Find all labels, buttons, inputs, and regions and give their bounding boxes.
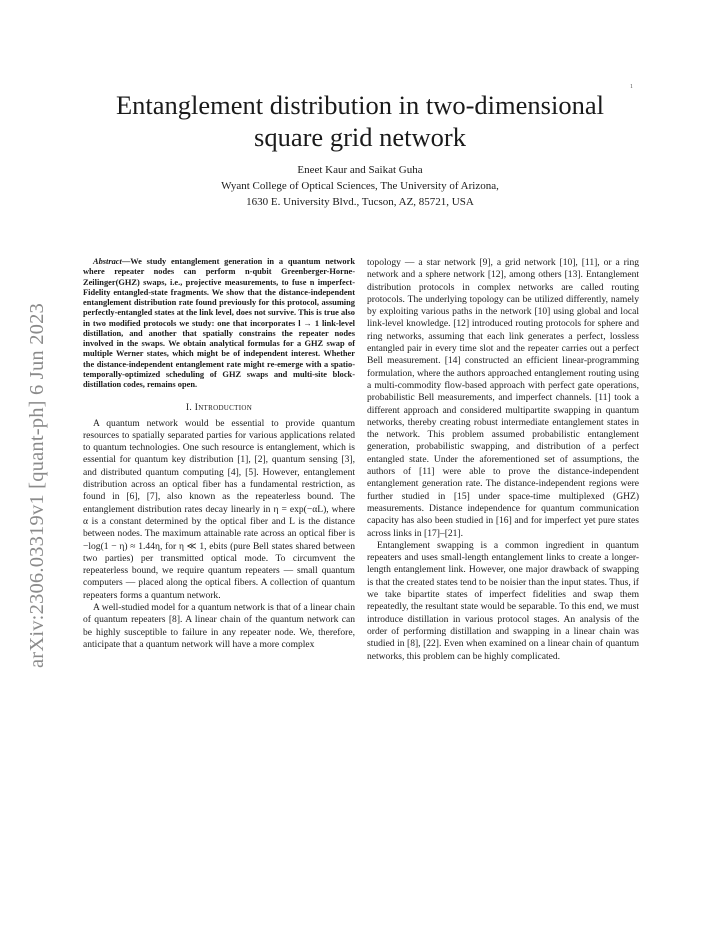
paper-title (80, 89, 640, 153)
section-heading-introduction: I. Introduction (185, 403, 253, 414)
abstract-label: Abstract (93, 257, 122, 266)
title-line-2: square grid network (254, 122, 466, 152)
intro-paragraph-1: A quantum network would be essential to provide quantum resources to spatially separated parties for various applications related to quantum technologies. One such resource is entanglement, which is essential for quantum key distribution [1], [2], quantum sensing [3], and distributed quantum computing [4], [5]. However, entanglement distribution across an optical fiber has a fundamental restriction, as found in [6], [7], also known as the repeaterless bound. The entanglement distribution rates decay linearly in η = exp(−αL), where α is a constant determined by the optical fiber and L is the distance between nodes. The maximum attainable rate across an optical fiber is −log(1 − η) ≈ 1.44η, for η ≪ 1, ebits (pure Bell states shared between two parties) per transmitted optical mode. To circumvent the repeaterless bound, we require quantum repeaters — small quantum computers — placed along the optical fibers. A collection of quantum repeaters forms a quantum network. (83, 417, 355, 601)
right-column (367, 257, 639, 663)
title-line-1: Entanglement distribution in two-dimensional (116, 90, 604, 120)
affiliation-line-1: Wyant College of Optical Sciences, The University of Arizona, (221, 180, 499, 192)
abstract (83, 257, 355, 390)
page-number: 1 (630, 84, 633, 90)
left-column (83, 257, 355, 651)
affiliation (80, 179, 640, 210)
intro-paragraph-2: A well-studied model for a quantum network is that of a linear chain of quantum repeaters [8]. A linear chain of the quantum network can be highly susceptible to failure in any repeater node. We, therefore, anticipate that a quantum network will have a more complex (83, 602, 355, 650)
abstract-text: —We study entanglement generation in a quantum network where repeater nodes can perform n-qubit Greenberger-Horne-Zeilinger(GHZ) swaps, i.e., projective measurements, to fuse n imperfect-Fidelity entangled-state fragments. We show that the distance-independent entanglement distribution rate found previously for this protocol, assuming perfectly-entangled states at the link level, does not survive. This is true also in two modified protocols we study: one that incorporates l → 1 link-level distillation, and another that spatially constrains the repeater nodes involved in the swaps. We obtain analytical formulas for a GHZ swap of multiple Werner states, which might be of independent interest. Whether the distance-independent entanglement rate might re-emerge with a spatio-temporally-optimized scheduling of GHZ swaps and multi-site block-distillation codes, remains open. (83, 257, 355, 389)
intro-paragraph-4: Entanglement swapping is a common ingredient in quantum repeaters and uses small-length entanglement links to create a longer-length entanglement link. However, one major drawback of swapping is that the created states tend to be noisier than the input states. Thus, if we take bipartite states of imperfect fidelities and swap them repeatedly, the resultant state would be separable. To this end, we must introduce distillation in various protocol stages. An analysis of the order of performing distillation and swapping in a linear chain was studied in [8], [22]. Even when examined on a linear chain of quantum networks, this problem can be highly complicated. (367, 539, 639, 662)
arxiv-stamp[interactable]: arXiv:2306.03319v1 [quant-ph] 6 Jun 2023 (26, 303, 48, 668)
intro-paragraph-3: topology — a star network [9], a grid network [10], [11], or a ring network and a sphere network [12], among others [13]. Entanglement distribution protocols in complex networks are called routing protocols. The underlying topology can be utilized differently, namely by exploiting various paths in the network [10] using global and local link-level knowledge. [12] introduced routing protocols for sphere and ring networks, assuming that each link generates a perfect, lossless entangled pair in every time slot and the repeater carries out a perfect Bell measurement. [14] constructed an efficient linear-programming formulation, where the authors approached entanglement routing using a multi-commodity flow-based approach with perfect gate operations, probabilistic Bell measurements, and imperfect channels. [11] took a different approach and considered multipartite swapping in quantum networks, thereby creating robust intermediate entanglement states in the network. This problem assumed probabilistic entanglement generation, probabilistic swapping, and distribution of a perfect entangled state. Under the aforementioned set of assumptions, the authors of [11] were able to prove the distance-independent entanglement generation rate. The distance-independent regions were further studied in [15] under space-time multiplexed (GHZ) measurements. Distance independence for quantum communication capacity has also been studied in [16] and for imperfect yet pure states across links in [17]–[21]. (367, 257, 639, 539)
authors: Eneet Kaur and Saikat Guha (297, 164, 423, 176)
affiliation-line-2: 1630 E. University Blvd., Tucson, AZ, 85721, USA (246, 195, 474, 208)
